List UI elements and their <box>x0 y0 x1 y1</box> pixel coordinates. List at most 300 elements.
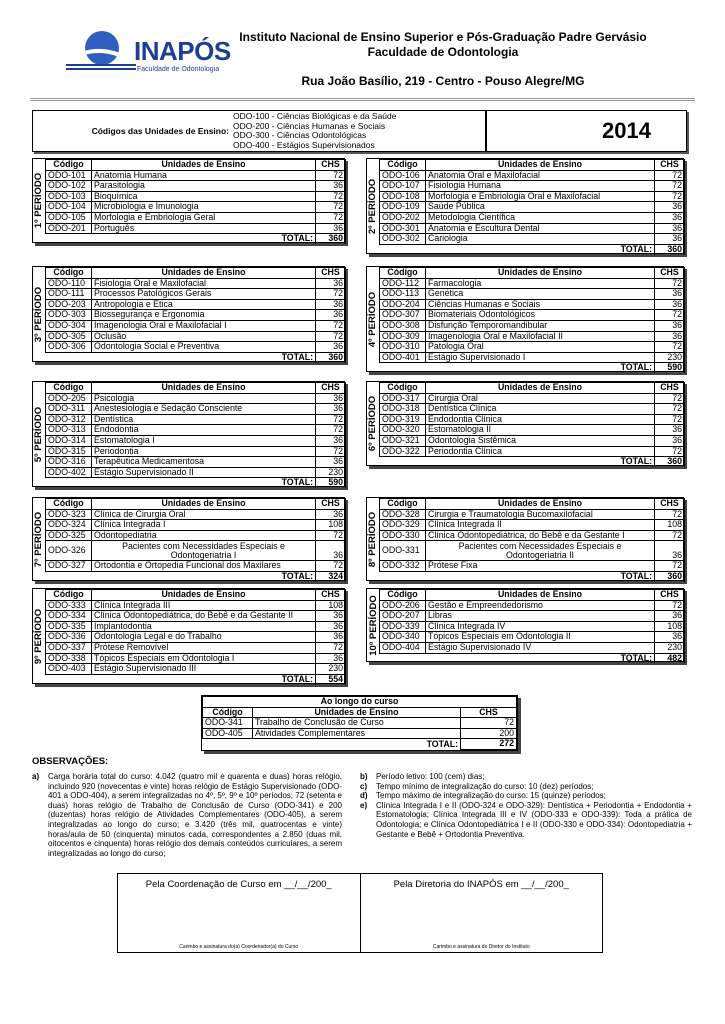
course-hours: 72 <box>316 414 346 425</box>
course-hours: 72 <box>655 191 685 202</box>
course-code: ODO-322 <box>380 446 426 457</box>
table-row <box>46 467 346 478</box>
table-row <box>380 191 685 202</box>
course-code: ODO-333 <box>46 600 92 611</box>
course-name: Cirurgia e Traumatologia Bucomaxilofacial <box>426 509 655 520</box>
course-hours: 36 <box>316 653 346 664</box>
observation-key: b) <box>360 772 368 781</box>
course-name: Anestesiologia e Sedação Consciente <box>92 404 316 415</box>
table-row <box>46 509 346 520</box>
course-code: ODO-335 <box>46 621 92 632</box>
col-unit-header: Unidades de Ensino <box>92 383 316 394</box>
col-chs-header: CHS <box>316 160 346 171</box>
course-code: ODO-202 <box>380 212 426 223</box>
col-unit-header: Unidades de Ensino <box>426 268 655 279</box>
course-name: Periodontia <box>92 446 316 457</box>
period-label-text: 10º PERÍODO <box>367 594 379 656</box>
course-code: ODO-204 <box>380 299 426 310</box>
course-code: ODO-109 <box>380 202 426 213</box>
course-hours: 72 <box>316 191 346 202</box>
course-hours: 36 <box>316 541 346 561</box>
course-name: Odontopediatria <box>92 530 316 541</box>
period-label <box>367 382 379 465</box>
course-code: ODO-327 <box>46 561 92 572</box>
observation-key: a) <box>32 772 40 781</box>
total-value: 554 <box>316 674 346 684</box>
course-hours: 36 <box>316 310 346 321</box>
course-name: Gestão e Empreendedorismo <box>426 600 655 611</box>
period-block <box>366 158 684 254</box>
total-label: TOTAL: <box>46 352 316 362</box>
observation-key: d) <box>360 791 368 801</box>
course-name: Odontologia Legal e do Trabalho <box>92 632 316 643</box>
col-code-header: Código <box>380 499 426 510</box>
table-row <box>380 642 685 653</box>
table-row <box>46 170 346 181</box>
col-code-header: Código <box>46 160 92 171</box>
period-label <box>367 498 379 580</box>
course-hours: 72 <box>316 642 346 653</box>
table-row <box>46 289 346 300</box>
total-value: 272 <box>461 739 517 750</box>
unit-code-item: ODO-200 - Ciências Humanas e Sociais <box>233 120 386 131</box>
course-code: ODO-307 <box>380 310 426 321</box>
table-row <box>46 457 346 468</box>
col-unit-header: Unidades de Ensino <box>92 160 316 171</box>
course-name: Endodontia <box>92 425 316 436</box>
observation-item <box>360 782 692 792</box>
course-code: ODO-321 <box>380 435 426 446</box>
observation-text: Clínica Integrada I e II (ODO-324 e ODO-329): Dentística + Periodontia + Endodontia + Estomatologia; Clínica Integrada III e IV (ODO-333 e ODO-339): Toda a prática de Odontologia; e Clínica Odontopediátrica I e II (ODO-330 e ODO-334): Odontopediatria + Gestante e Bebê + Ortodontia Preventiva. <box>376 800 692 839</box>
col-unit-header: Unidades de Ensino <box>92 590 316 601</box>
course-code: ODO-303 <box>46 310 92 321</box>
institution-header <box>228 30 658 88</box>
table-row <box>380 509 685 520</box>
observation-text: Tempo mínimo de integralização do curso: 10 (dez) períodos; <box>376 781 594 791</box>
course-name: Bioquímica <box>92 191 316 202</box>
course-code: ODO-104 <box>46 202 92 213</box>
table-row <box>46 393 346 404</box>
table-row <box>380 600 685 611</box>
table-row <box>380 446 685 457</box>
table-row <box>46 621 346 632</box>
course-name <box>92 541 316 561</box>
course-name: Saúde Pública <box>426 202 655 213</box>
course-name: Cariologia <box>426 234 655 245</box>
observations <box>32 756 692 858</box>
period-label <box>33 589 45 683</box>
course-name-line: Pacientes com Necessidades Especiais e <box>122 540 285 551</box>
course-name: Clínica de Cirurgia Oral <box>92 509 316 520</box>
signature-box <box>117 873 603 953</box>
course-hours: 36 <box>316 509 346 520</box>
direction-signature <box>360 874 603 952</box>
unit-code-item: ODO-100 - Ciências Biológicas e da Saúde <box>233 111 397 121</box>
course-hours: 72 <box>316 530 346 541</box>
table-row <box>380 435 685 446</box>
course-name: Farmacologia <box>426 278 655 289</box>
table-row <box>203 728 517 739</box>
course-hours: 36 <box>655 611 685 622</box>
total-value: 360 <box>655 571 685 581</box>
course-code: ODO-332 <box>380 561 426 572</box>
course-hours: 36 <box>655 212 685 223</box>
course-code: ODO-312 <box>46 414 92 425</box>
course-code: ODO-201 <box>46 223 92 234</box>
total-value: 482 <box>655 653 685 663</box>
table-row <box>46 435 346 446</box>
observations-left <box>32 772 342 858</box>
course-name: Metodologia Científica <box>426 212 655 223</box>
course-hours: 72 <box>316 212 346 223</box>
course-hours: 72 <box>655 310 685 321</box>
period-label <box>367 589 379 661</box>
period-block <box>32 588 345 684</box>
course-code: ODO-334 <box>46 611 92 622</box>
course-name: Tópicos Especiais em Odontologia II <box>426 632 655 643</box>
table-row <box>380 310 685 321</box>
course-hours: 230 <box>655 352 685 363</box>
table-row <box>46 561 346 572</box>
course-code: ODO-330 <box>380 530 426 541</box>
col-chs-header: CHS <box>316 383 346 394</box>
table-row <box>380 352 685 363</box>
course-hours: 72 <box>655 278 685 289</box>
course-hours: 230 <box>655 642 685 653</box>
course-name: Processos Patológicos Gerais <box>92 289 316 300</box>
course-name: Clínica Odontopediátrica, do Bebê e da Gestante I <box>426 530 655 541</box>
course-code: ODO-301 <box>380 223 426 234</box>
course-name: Endodontia Clínica <box>426 414 655 425</box>
col-code-header: Código <box>46 590 92 601</box>
period-label <box>33 267 45 361</box>
course-name: Prótese Removível <box>92 642 316 653</box>
course-hours: 36 <box>655 289 685 300</box>
course-name: Disfunção Temporomandibular <box>426 320 655 331</box>
course-code: ODO-324 <box>46 520 92 531</box>
course-code: ODO-206 <box>380 600 426 611</box>
course-name-text <box>428 542 652 560</box>
course-code: ODO-331 <box>380 541 426 561</box>
table-row <box>46 320 346 331</box>
course-name: Estágio Supervisionado I <box>426 352 655 363</box>
table-row <box>380 181 685 192</box>
total-label: TOTAL: <box>380 244 655 254</box>
table-row <box>46 446 346 457</box>
course-code: ODO-315 <box>46 446 92 457</box>
total-label: TOTAL: <box>46 674 316 684</box>
course-code: ODO-340 <box>380 632 426 643</box>
course-code: ODO-329 <box>380 520 426 531</box>
course-name: Cirurgia Oral <box>426 393 655 404</box>
course-hours: 72 <box>655 530 685 541</box>
course-name: Clínica Integrada III <box>92 600 316 611</box>
unit-codes-box <box>32 110 687 152</box>
course-name: Prótese Fixa <box>426 561 655 572</box>
col-code-header: Código <box>46 499 92 510</box>
course-hours: 72 <box>316 561 346 572</box>
period-label <box>367 159 379 253</box>
course-name: Imagenologia Oral e Maxilofacial II <box>426 331 655 342</box>
period-block <box>32 381 345 487</box>
course-code: ODO-405 <box>203 728 253 739</box>
course-hours: 36 <box>655 541 685 561</box>
course-name-line: Odontogeriatria II <box>506 549 574 560</box>
course-name: Psicologia <box>92 393 316 404</box>
course-name: Estágio Supervisionado III <box>92 664 316 675</box>
observation-text: Período letivo: 100 (cem) dias; <box>376 772 485 781</box>
table-row <box>380 320 685 331</box>
course-code: ODO-311 <box>46 404 92 415</box>
course-name: Clínica Integrada IV <box>426 621 655 632</box>
col-code-header: Código <box>380 590 426 601</box>
course-name: Fisiologia Humana <box>426 181 655 192</box>
table-row <box>380 621 685 632</box>
period-block <box>32 266 345 362</box>
table-row <box>203 718 517 729</box>
table-row <box>46 530 346 541</box>
period-label-text: 1º PERÍODO <box>33 172 45 229</box>
course-code: ODO-404 <box>380 642 426 653</box>
table-row <box>46 212 346 223</box>
total-label: TOTAL: <box>46 571 316 581</box>
table-row <box>380 299 685 310</box>
course-name-text <box>94 542 313 560</box>
observation-item <box>360 772 692 782</box>
course-name: Periodontia Clínica <box>426 446 655 457</box>
course-code: ODO-304 <box>46 320 92 331</box>
course-code: ODO-339 <box>380 621 426 632</box>
direction-signature-label: Pela Diretoria do INAPÓS em __/__/200_ <box>393 879 569 890</box>
course-code: ODO-308 <box>380 320 426 331</box>
period-block <box>32 158 345 243</box>
col-unit-header: Unidades de Ensino <box>426 499 655 510</box>
table-row <box>380 541 685 561</box>
period-label-text: 9º PERÍODO <box>33 608 45 664</box>
header-divider <box>30 98 695 101</box>
course-name: Anatomia Oral e Maxilofacial <box>426 170 655 181</box>
course-code: ODO-106 <box>380 170 426 181</box>
col-unit-header: Unidades de Ensino <box>426 160 655 171</box>
table-row <box>380 212 685 223</box>
table-row <box>380 170 685 181</box>
faculty-name: Faculdade de Odontologia <box>367 45 519 59</box>
course-hours: 36 <box>655 234 685 245</box>
course-hours: 200 <box>461 728 517 739</box>
unit-code-item: ODO-400 - Estágios Supervisionados <box>233 139 375 150</box>
course-hours: 72 <box>655 404 685 415</box>
course-name: Clínica Integrada I <box>92 520 316 531</box>
total-label: TOTAL: <box>380 363 655 373</box>
course-hours: 36 <box>316 621 346 632</box>
course-hours: 36 <box>316 393 346 404</box>
course-code: ODO-325 <box>46 530 92 541</box>
table-row <box>46 611 346 622</box>
course-hours: 36 <box>655 223 685 234</box>
curriculum-year: 2014 <box>485 111 686 151</box>
course-code: ODO-203 <box>46 299 92 310</box>
course-name: Anatomia e Escultura Dental <box>426 223 655 234</box>
table-row <box>46 404 346 415</box>
course-name: Libras <box>426 611 655 622</box>
course-code: ODO-326 <box>46 541 92 561</box>
course-code: ODO-341 <box>203 718 253 729</box>
table-row <box>46 600 346 611</box>
course-hours: 36 <box>316 181 346 192</box>
observation-item <box>360 801 692 839</box>
period-label-text: 5º PERÍODO <box>33 406 45 462</box>
period-label-text: 8º PERÍODO <box>367 511 379 567</box>
observation-key: e) <box>360 800 368 810</box>
course-name: Estomatologia II <box>426 425 655 436</box>
table-row <box>46 191 346 202</box>
course-name: Terapêutica Medicamentosa <box>92 457 316 468</box>
table-row <box>380 520 685 531</box>
along-title: Ao longo do curso <box>203 697 517 708</box>
total-label: TOTAL: <box>380 457 655 467</box>
total-label: TOTAL: <box>46 234 316 244</box>
course-code: ODO-107 <box>380 181 426 192</box>
institution-name: Instituto Nacional de Ensino Superior e Pós-Graduação Padre Gervásio <box>239 30 647 44</box>
course-hours: 36 <box>316 632 346 643</box>
course-code: ODO-103 <box>46 191 92 202</box>
total-value: 360 <box>316 352 346 362</box>
table-row <box>380 331 685 342</box>
table-row <box>46 425 346 436</box>
course-hours: 72 <box>316 320 346 331</box>
observations-title: OBSERVAÇÕES: <box>32 756 109 767</box>
col-code-header: Código <box>380 160 426 171</box>
course-hours: 72 <box>655 170 685 181</box>
period-block <box>32 497 345 581</box>
course-code: ODO-314 <box>46 435 92 446</box>
course-code: ODO-205 <box>46 393 92 404</box>
logo-text: INAPÓS <box>134 36 231 66</box>
table-row <box>380 278 685 289</box>
course-code: ODO-320 <box>380 425 426 436</box>
course-hours: 108 <box>655 520 685 531</box>
col-chs-header: CHS <box>655 590 685 601</box>
course-code: ODO-111 <box>46 289 92 300</box>
course-hours: 72 <box>655 509 685 520</box>
course-hours: 230 <box>316 467 346 478</box>
course-hours: 72 <box>655 342 685 353</box>
course-name: Odontologia Social e Preventiva <box>92 342 316 353</box>
course-code: ODO-110 <box>46 278 92 289</box>
table-row <box>46 223 346 234</box>
course-hours: 72 <box>655 446 685 457</box>
course-name: Tópicos Especiais em Odontologia I <box>92 653 316 664</box>
course-name: Imagenologia Oral e Maxilofacial I <box>92 320 316 331</box>
course-name: Morfologia e Embriologia Geral <box>92 212 316 223</box>
table-row <box>46 414 346 425</box>
table-row <box>46 632 346 643</box>
course-hours: 36 <box>316 223 346 234</box>
course-code: ODO-306 <box>46 342 92 353</box>
col-code-header: Código <box>46 383 92 394</box>
table-row <box>380 414 685 425</box>
observation-text: Tempo máximo de integralização do curso: 15 (quinze) períodos; <box>376 791 606 801</box>
total-value: 360 <box>655 457 685 467</box>
logo-subtitle: Faculdade de Odontologia <box>137 66 220 73</box>
unit-codes-list <box>233 111 485 151</box>
col-chs-header: CHS <box>655 499 685 510</box>
observation-text: Carga horária total do curso: 4.042 (quatro mil e quarenta e duas) horas relógio, incluindo 920 (novecentas e vinte) horas relógio de Estágio Supervisionado (ODO-401 a ODO-404), a serem integralizadas no 4º, 5º, 9º e 10º períodos; 72 (setenta e duas) horas relógio de Trabalho de Conclusão de Curso (ODO-341) e 200 (duzentas) horas relógio de Atividades Complementares (ODO-405), a serem integralizadas ao longo do curso; e 3.420 (três mil, quatrocentas e vinte) horas/aula de 50 (cinquenta) minutos cada, correspondentes a 2.850 (duas mil, oitocentos e cinquenta) horas relógio dos demais conteúdos curriculares, a serem integralizadas ao longo do curso; <box>48 772 342 858</box>
course-code: ODO-336 <box>46 632 92 643</box>
col-code-header: Código <box>380 268 426 279</box>
period-label-text: 6º PERÍODO <box>367 395 379 452</box>
col-chs-header: CHS <box>655 160 685 171</box>
course-code: ODO-328 <box>380 509 426 520</box>
course-name: Odontologia Sistêmica <box>426 435 655 446</box>
total-label: TOTAL: <box>380 571 655 581</box>
course-name: Genética <box>426 289 655 300</box>
course-name: Biomateriais Odontológicos <box>426 310 655 321</box>
course-code: ODO-108 <box>380 191 426 202</box>
course-name: Clínica Integrada II <box>426 520 655 531</box>
col-unit-header: Unidades de Ensino <box>92 268 316 279</box>
table-row <box>46 520 346 531</box>
course-name: Implantodontia <box>92 621 316 632</box>
period-label-text: 7º PERÍODO <box>33 511 45 567</box>
course-name: Ciências Humanas e Sociais <box>426 299 655 310</box>
col-code-header: Código <box>380 383 426 394</box>
course-name: Trabalho de Conclusão de Curso <box>253 718 461 729</box>
course-hours: 36 <box>655 320 685 331</box>
course-name-line: Pacientes com Necessidades Especiais e <box>458 540 622 551</box>
course-name: Patologia Oral <box>426 342 655 353</box>
course-hours: 36 <box>316 435 346 446</box>
course-hours: 72 <box>655 561 685 572</box>
course-hours: 36 <box>655 331 685 342</box>
course-code: ODO-305 <box>46 331 92 342</box>
course-hours: 36 <box>316 611 346 622</box>
coordination-signature <box>118 874 360 952</box>
course-hours: 36 <box>655 425 685 436</box>
col-chs-header: CHS <box>461 707 517 718</box>
total-value: 324 <box>316 571 346 581</box>
course-hours: 36 <box>316 299 346 310</box>
period-block <box>366 266 684 372</box>
course-code: ODO-317 <box>380 393 426 404</box>
course-code: ODO-338 <box>46 653 92 664</box>
coordination-signature-label: Pela Coordenação de Curso em __/__/200_ <box>145 879 332 890</box>
course-hours: 108 <box>316 600 346 611</box>
course-name: Português <box>92 223 316 234</box>
course-name: Clínica Odontopediátrica, do Bebê e da Gestante II <box>92 611 316 622</box>
course-hours: 36 <box>655 435 685 446</box>
period-label <box>33 382 45 486</box>
course-code: ODO-402 <box>46 467 92 478</box>
course-hours: 72 <box>655 414 685 425</box>
course-code: ODO-316 <box>46 457 92 468</box>
course-hours: 72 <box>316 331 346 342</box>
period-label <box>33 498 45 580</box>
course-hours: 72 <box>316 425 346 436</box>
period-label <box>367 267 379 371</box>
col-code-header: Código <box>203 707 253 718</box>
unit-code-item: ODO-300 - Ciências Odontológicas <box>233 130 367 140</box>
total-label: TOTAL: <box>46 478 316 488</box>
course-hours: 230 <box>316 664 346 675</box>
col-chs-header: CHS <box>655 268 685 279</box>
col-chs-header: CHS <box>316 268 346 279</box>
period-label-text: 2º PERÍODO <box>367 178 379 234</box>
table-row <box>380 223 685 234</box>
course-name: Ortodontia e Ortopedia Funcional dos Maxilares <box>92 561 316 572</box>
course-name <box>426 541 655 561</box>
table-row <box>46 541 346 561</box>
